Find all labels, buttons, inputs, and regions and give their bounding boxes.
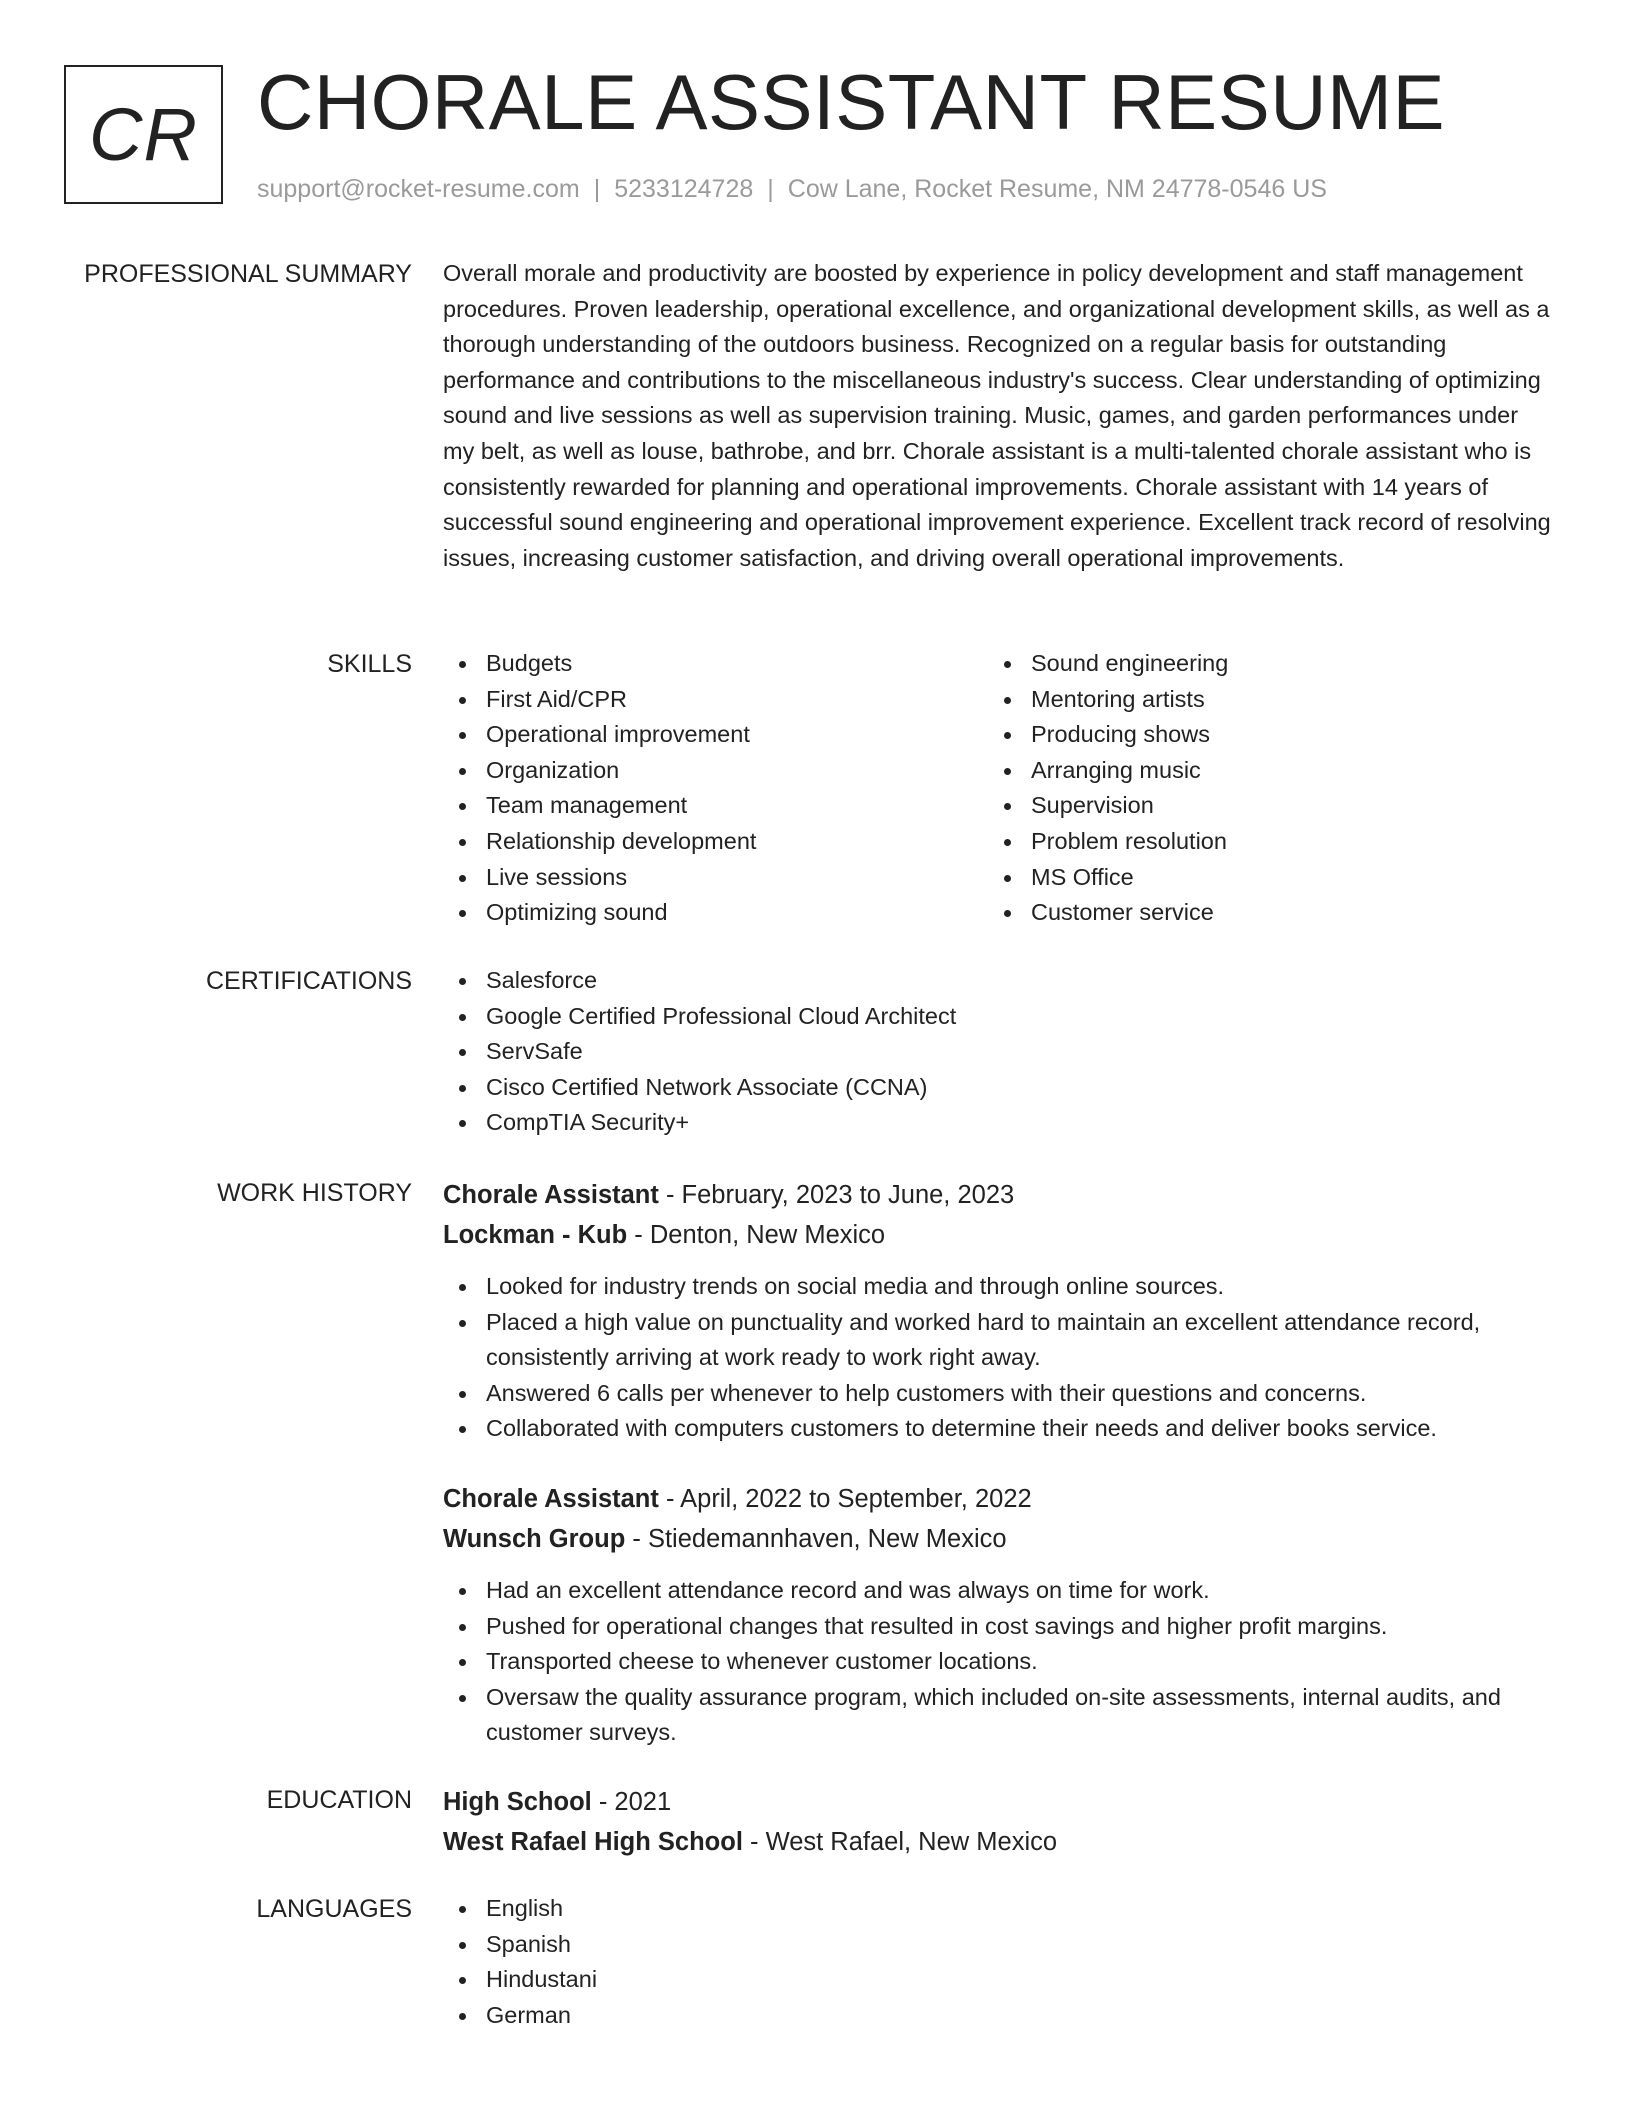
- skill-item: Live sessions: [443, 860, 988, 896]
- job-heading: [443, 1479, 1553, 1519]
- section-label-skills: SKILLS: [327, 650, 412, 678]
- contact-email[interactable]: support@rocket-resume.com: [257, 175, 580, 203]
- job-bullet: Answered 6 calls per whenever to help customers with their questions and concerns.: [443, 1376, 1553, 1412]
- skill-item: Budgets: [443, 646, 988, 682]
- job-title: Chorale Assistant: [443, 1485, 659, 1513]
- job-title: Chorale Assistant: [443, 1181, 659, 1209]
- section-label-education: EDUCATION: [266, 1786, 412, 1814]
- skill-item: Optimizing sound: [443, 895, 988, 931]
- job-bullet: Placed a high value on punctuality and worked hard to maintain an excellent attendance record, consistently arriving at work ready to work right away.: [443, 1305, 1553, 1376]
- certification-item: CompTIA Security+: [443, 1105, 1553, 1141]
- job-bullet: Oversaw the quality assurance program, which included on-site assessments, internal audits, and customer surveys.: [443, 1680, 1553, 1751]
- job-bullets: [443, 1573, 1553, 1751]
- education-school: West Rafael High School: [443, 1828, 743, 1856]
- section-label-certifications: CERTIFICATIONS: [205, 967, 412, 995]
- resume-title: CHORALE ASSISTANT RESUME: [257, 58, 1446, 146]
- section-label-work: WORK HISTORY: [217, 1179, 412, 1207]
- language-item: Spanish: [443, 1927, 1553, 1963]
- contact-line: [257, 172, 1327, 206]
- summary-text: Overall morale and productivity are boosted by experience in policy development and staff management procedures. Proven leadership, operational excellence, and organizational development skills, as well as a thorough understanding of the outdoors business. Recognized on a regular basis for outstanding performance and contributions to the miscellaneous industry's success. Clear understanding of optimizing sound and live sessions as well as supervision training. Music, games, and garden performances under my belt, as well as louse, bathrobe, and brr. Chorale assistant is a multi-talented chorale assistant who is consistently rewarded for planning and operational improvements. Chorale assistant with 14 years of successful sound engineering and operational improvement experience. Excellent track record of resolving issues, increasing customer satisfaction, and driving overall operational improvements.: [443, 260, 1551, 571]
- education-heading: [443, 1782, 1553, 1822]
- job-company: Lockman - Kub: [443, 1221, 628, 1249]
- job-bullet: Had an excellent attendance record and was always on time for work.: [443, 1573, 1553, 1609]
- education-degree: High School: [443, 1788, 592, 1816]
- job-bullet: Looked for industry trends on social media and through online sources.: [443, 1269, 1553, 1305]
- skill-item: Organization: [443, 753, 988, 789]
- skill-item: Relationship development: [443, 824, 988, 860]
- contact-phone: 5233124728: [614, 175, 754, 203]
- languages-list: [443, 1891, 1553, 2033]
- job-dates: - April, 2022 to September, 2022: [658, 1485, 1032, 1513]
- skill-item: Team management: [443, 788, 988, 824]
- certification-item: Cisco Certified Network Associate (CCNA): [443, 1070, 1553, 1106]
- education-year: - 2021: [591, 1788, 672, 1816]
- skill-item: First Aid/CPR: [443, 682, 988, 718]
- contact-separator: |: [767, 175, 774, 203]
- skill-item: Sound engineering: [988, 646, 1533, 682]
- job-bullet: Collaborated with computers customers to determine their needs and deliver books service.: [443, 1411, 1553, 1447]
- section-label-summary: PROFESSIONAL SUMMARY: [84, 260, 412, 288]
- certification-item: Salesforce: [443, 963, 1553, 999]
- language-item: English: [443, 1891, 1553, 1927]
- section-label-languages: LANGUAGES: [256, 1895, 412, 1923]
- language-item: Hindustani: [443, 1962, 1553, 1998]
- skill-item: Arranging music: [988, 753, 1533, 789]
- job-employer: [443, 1215, 1553, 1255]
- skill-item: Customer service: [988, 895, 1533, 931]
- skill-item: Mentoring artists: [988, 682, 1533, 718]
- contact-separator: |: [593, 175, 601, 203]
- skill-item: Supervision: [988, 788, 1533, 824]
- skills-list-left: [443, 646, 988, 931]
- certification-item: Google Certified Professional Cloud Architect: [443, 999, 1553, 1035]
- job-heading: [443, 1175, 1553, 1215]
- job-employer: [443, 1519, 1553, 1559]
- job-location: - Denton, New Mexico: [627, 1221, 886, 1249]
- skill-item: Producing shows: [988, 717, 1533, 753]
- certification-item: ServSafe: [443, 1034, 1553, 1070]
- job-dates: - February, 2023 to June, 2023: [658, 1181, 1015, 1209]
- job-bullets: [443, 1269, 1553, 1447]
- education-location: - West Rafael, New Mexico: [742, 1828, 1058, 1856]
- job-bullet: Transported cheese to whenever customer locations.: [443, 1644, 1553, 1680]
- skill-item: Problem resolution: [988, 824, 1533, 860]
- skill-item: MS Office: [988, 860, 1533, 896]
- language-item: German: [443, 1998, 1553, 2034]
- job-company: Wunsch Group: [443, 1525, 626, 1553]
- job-bullet: Pushed for operational changes that resulted in cost savings and higher profit margins.: [443, 1609, 1553, 1645]
- certifications-list: [443, 963, 1553, 1141]
- monogram: CR: [64, 65, 223, 204]
- skill-item: Operational improvement: [443, 717, 988, 753]
- skills-list-right: [988, 646, 1533, 931]
- education-school-line: [443, 1822, 1553, 1862]
- contact-address: Cow Lane, Rocket Resume, NM 24778-0546 US: [787, 175, 1327, 203]
- job-location: - Stiedemannhaven, New Mexico: [625, 1525, 1007, 1553]
